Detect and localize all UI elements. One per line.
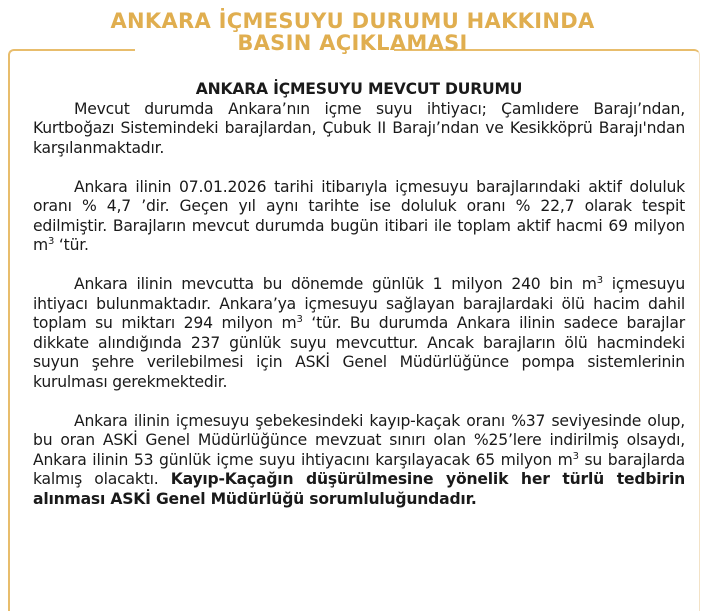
- superscript: 3: [596, 275, 603, 286]
- title-line-2: BASIN AÇIKLAMASI: [237, 31, 468, 55]
- press-release-title: [0, 10, 705, 54]
- paragraph-text: su barajlarda kalmış olacaktı.: [33, 450, 685, 488]
- paragraph-text: Ankara ilinin mevcutta bu dönemde günlük 1 milyon 240 bin m: [74, 275, 597, 293]
- paragraph-text: ‘tür.: [54, 236, 89, 254]
- paragraph-text: Ankara ilinin içmesuyu şebekesindeki kayıp-kaçak oranı %37 seviyesinde olup, bu oran ASKİ Genel Müdürlüğünce mevzuat sınırı olan %25’lere indirilmiş olsaydı, Ankara ilinin 53 günlük içme suyu ihtiyacını karşılayacak 65 milyon m: [33, 411, 685, 469]
- paragraph-water-sources: [33, 100, 685, 159]
- paragraph-text: Ankara ilinin 07.01.2026 tarihi itibarıyla içmesuyu barajlarındaki aktif doluluk oranı % 4,7 ’dir. Geçen yıl aynı tarihte ise doluluk oranı % 22,7 olarak tespit edilmiştir. Barajların mevcut durumda bugün itibari ile toplam aktif hacmi 69 milyon m: [33, 177, 685, 254]
- section-heading: ANKARA İÇMESUYU MEVCUT DURUMU: [195, 80, 523, 98]
- paragraph-text: ‘tür. Bu durumda Ankara ilinin sadece barajlar dikkate alındığında 237 günlük suyu mevcuttur. Ancak barajların ölü hacmindeki suyun şehre verilebilmesi için ASKİ Genel Müdürlüğünce pompa sistemlerinin kurulması gerekmektedir.: [33, 314, 685, 391]
- superscript: 3: [572, 450, 579, 462]
- responsibility-statement: Kayıp-Kaçağın düşürülmesine yönelik her türlü tedbirin alınması ASKİ Genel Müdürlüğü sorumluluğundadır.: [33, 470, 685, 508]
- title-line-1: ANKARA İÇMESUYU DURUMU HAKKINDA: [110, 9, 595, 33]
- paragraph-leakage: [33, 412, 685, 510]
- paragraph-text: içmesuyu ihtiyacı bulunmaktadır. Ankara’ya içmesuyu sağlayan barajlardaki ölü hacim dahil toplam su miktarı 294 milyon m: [33, 275, 686, 332]
- paragraph-dam-occupancy: [33, 178, 685, 256]
- document-body: [33, 80, 685, 529]
- superscript: 3: [296, 314, 303, 325]
- superscript: 3: [48, 236, 55, 247]
- paragraph-daily-need: [33, 275, 685, 392]
- paragraph-text: Mevcut durumda Ankara’nın içme suyu ihtiyacı; Çamlıdere Barajı’ndan, Kurtboğazı Sistemindeki barajlardan, Çubuk II Barajı’ndan ve Kesikköprü Barajı'ndan karşılanmaktadır.: [33, 99, 685, 157]
